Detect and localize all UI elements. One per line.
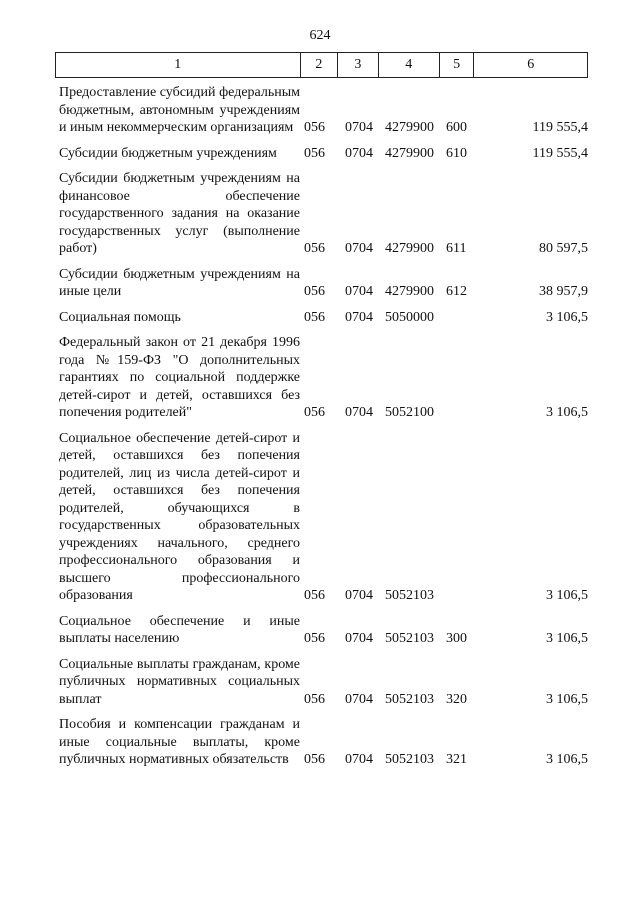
- row-code-ministry: 056: [304, 284, 325, 299]
- row-code-expense-type: 600: [446, 120, 467, 135]
- header-col-3: 3: [338, 53, 379, 78]
- row-code-section: 0704: [345, 145, 373, 161]
- row-code-section: 0704: [345, 752, 373, 767]
- row-code-ministry: 056: [304, 752, 325, 767]
- row-amount: 38 957,9: [539, 284, 588, 299]
- row-code-expense-type: 611: [446, 241, 467, 256]
- row-code-ministry: 056: [304, 241, 325, 256]
- row-code-ministry: 056: [304, 588, 325, 603]
- row-code-ministry: 056: [304, 309, 325, 325]
- page-number: 624: [309, 28, 331, 43]
- row-code-expense-type: 300: [446, 631, 467, 646]
- row-amount: 3 106,5: [546, 309, 588, 325]
- row-code-section: 0704: [345, 588, 373, 603]
- row-amount: 3 106,5: [546, 405, 588, 420]
- header-row: [56, 53, 588, 78]
- header-col-1: 1: [56, 53, 301, 78]
- row-description: Социальное обеспечение и иные выплаты населению: [59, 613, 300, 646]
- row-code-section: 0704: [345, 241, 373, 256]
- header-col-5: 5: [439, 53, 474, 78]
- table-header: [55, 52, 588, 78]
- row-code-target: 5052103: [385, 691, 434, 707]
- row-description: Федеральный закон от 21 декабря 1996 года №159-ФЗ "О дополнительных гарантиях по социальной поддержке детей-сирот и детей, оставшихся без попечения родителей": [59, 335, 300, 420]
- row-code-expense-type: 610: [446, 145, 467, 161]
- table-row: [55, 309, 588, 327]
- row-description: Субсидии бюджетным учреждениям на финансовое обеспечение государственного задания на оказание государственных услуг (выполнение работ): [59, 171, 300, 256]
- table-row: [55, 656, 588, 709]
- table-row: [55, 334, 588, 422]
- row-amount: 119 555,4: [532, 120, 588, 135]
- row-code-ministry: 056: [304, 405, 325, 420]
- table-body: [55, 84, 588, 777]
- header-col-4: 4: [378, 53, 439, 78]
- row-code-target: 4279900: [385, 241, 434, 256]
- table-row: [55, 430, 588, 605]
- row-code-expense-type: 321: [446, 752, 467, 767]
- row-code-target: 5050000: [385, 309, 434, 325]
- table-row: [55, 716, 588, 769]
- row-code-section: 0704: [345, 691, 373, 707]
- row-code-target: 5052103: [385, 588, 434, 603]
- row-code-target: 4279900: [385, 120, 434, 135]
- row-code-section: 0704: [345, 284, 373, 299]
- row-code-section: 0704: [345, 631, 373, 646]
- row-code-section: 0704: [345, 309, 373, 325]
- row-code-ministry: 056: [304, 631, 325, 646]
- header-col-2: 2: [300, 53, 338, 78]
- row-amount: 3 106,5: [546, 588, 588, 603]
- table-row: [55, 145, 588, 163]
- row-description: Социальные выплаты гражданам, кроме публичных нормативных социальных выплат: [59, 656, 300, 707]
- header-col-6: 6: [474, 53, 588, 78]
- table-row: [55, 84, 588, 137]
- row-description: Пособия и компенсации гражданам и иные социальные выплаты, кроме публичных нормативных обязательств: [59, 717, 300, 767]
- row-code-ministry: 056: [304, 145, 325, 161]
- row-code-ministry: 056: [304, 691, 325, 707]
- row-code-target: 5052103: [385, 631, 434, 646]
- row-code-target: 4279900: [385, 284, 434, 299]
- row-description: Социальное обеспечение детей-сирот и детей, оставшихся без попечения родителей, лиц из числа детей-сирот и детей, оставшихся без попечения родителей, обучающихся в государственных образовательных учреждениях начального, среднего профессионального образования и высшего профессионального образования: [59, 430, 300, 603]
- row-code-target: 5052103: [385, 752, 434, 767]
- row-code-section: 0704: [345, 405, 373, 420]
- row-code-expense-type: 612: [446, 284, 467, 299]
- row-code-expense-type: 320: [446, 691, 467, 707]
- table-row: [55, 613, 588, 648]
- row-amount: 3 106,5: [546, 691, 588, 707]
- row-description: Субсидии бюджетным учреждениям на иные цели: [59, 266, 300, 299]
- row-amount: 3 106,5: [546, 752, 588, 767]
- table-row: [55, 266, 588, 301]
- row-code-target: 5052100: [385, 405, 434, 420]
- row-description: Субсидии бюджетным учреждениям: [59, 145, 277, 161]
- row-amount: 80 597,5: [539, 241, 588, 256]
- row-description: Предоставление субсидий федеральным бюджетным, автономным учреждениям и иным некоммерческим организациям: [59, 85, 300, 135]
- row-description: Социальная помощь: [59, 309, 181, 325]
- table-row: [55, 170, 588, 258]
- row-amount: 119 555,4: [532, 145, 588, 161]
- row-code-target: 4279900: [385, 145, 434, 161]
- row-code-ministry: 056: [304, 120, 325, 135]
- row-code-section: 0704: [345, 120, 373, 135]
- row-amount: 3 106,5: [546, 631, 588, 646]
